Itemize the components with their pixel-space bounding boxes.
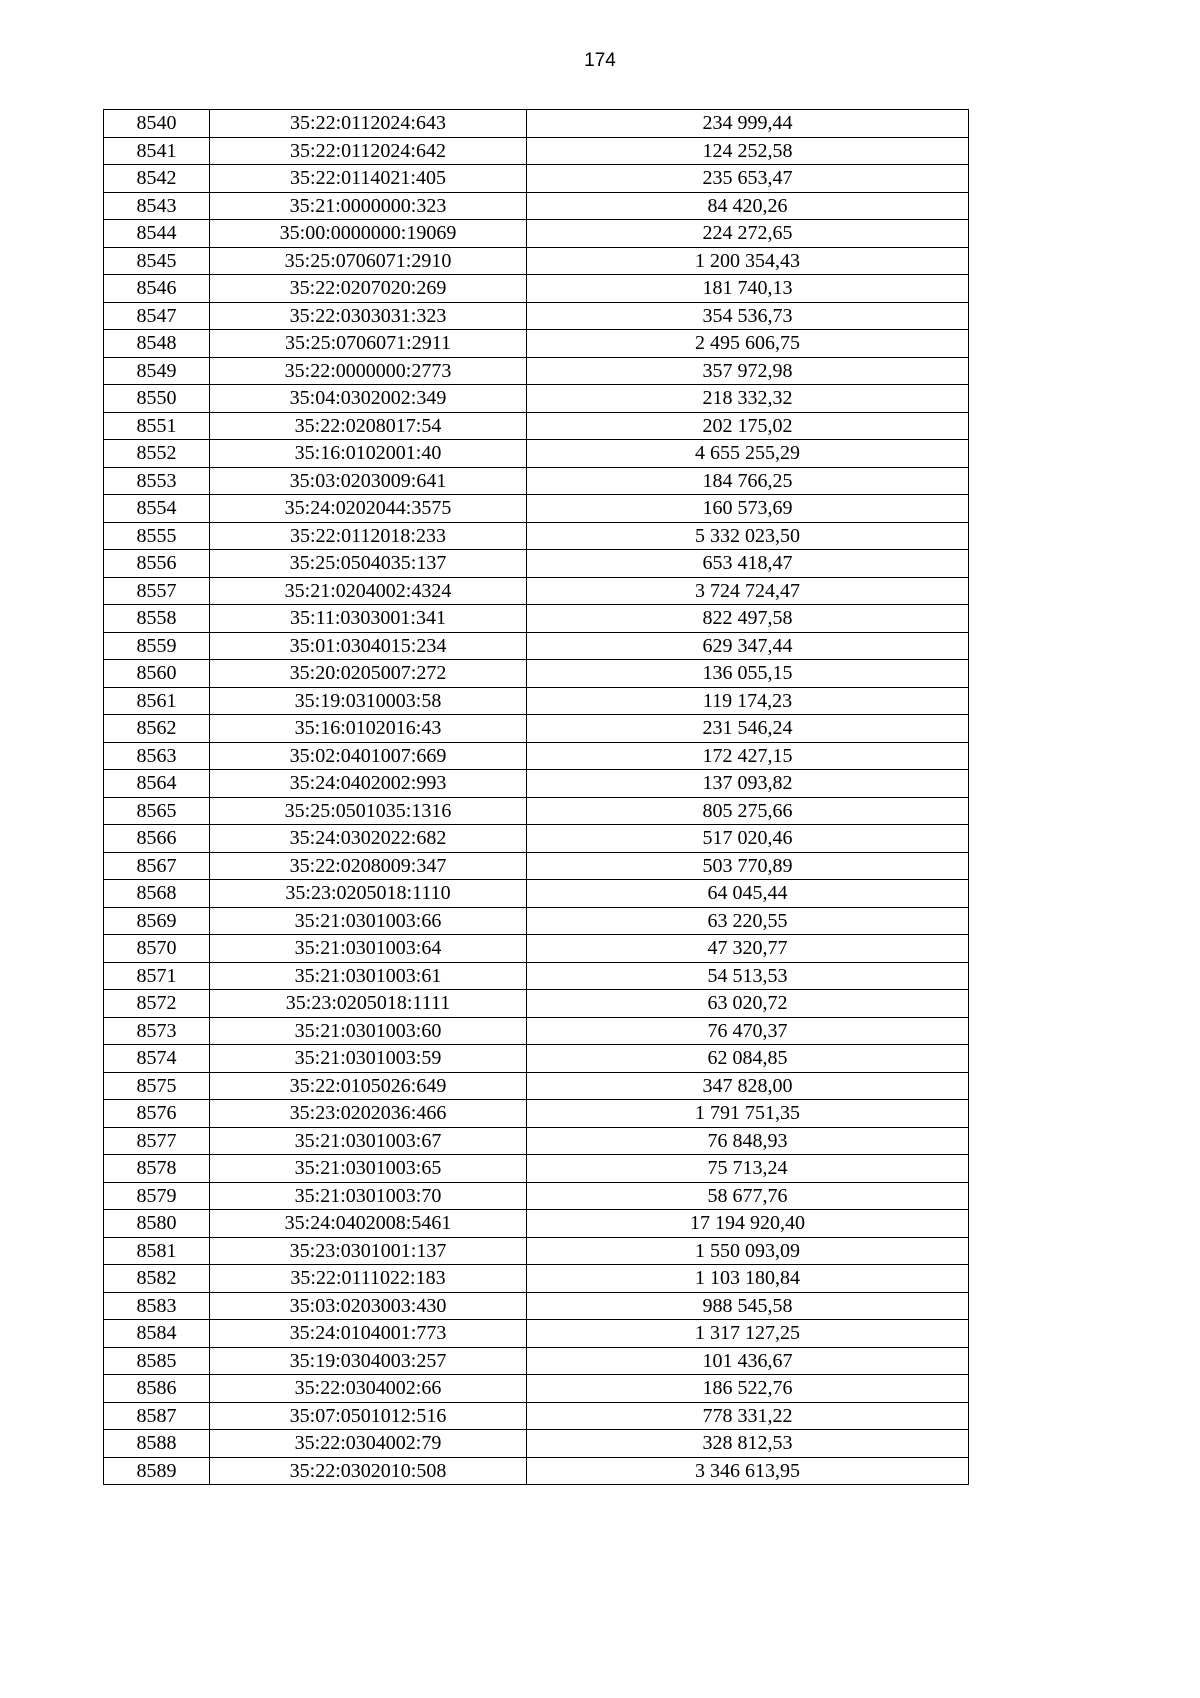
row-number-cell: 8555 bbox=[104, 522, 210, 550]
cadastral-number-cell: 35:24:0302022:682 bbox=[210, 825, 527, 853]
table-row bbox=[104, 632, 969, 660]
table-row bbox=[104, 1402, 969, 1430]
cadastral-number-cell: 35:00:0000000:19069 bbox=[210, 220, 527, 248]
table-row bbox=[104, 825, 969, 853]
cadastral-number-cell: 35:23:0205018:1110 bbox=[210, 880, 527, 908]
cadastral-number-cell: 35:24:0104001:773 bbox=[210, 1320, 527, 1348]
cadastral-value-cell: 101 436,67 bbox=[527, 1347, 969, 1375]
row-number-cell: 8589 bbox=[104, 1457, 210, 1485]
table-row bbox=[104, 1347, 969, 1375]
cadastral-number-cell: 35:22:0112024:643 bbox=[210, 110, 527, 138]
row-number-cell: 8568 bbox=[104, 880, 210, 908]
table-row bbox=[104, 687, 969, 715]
cadastral-number-cell: 35:21:0301003:66 bbox=[210, 907, 527, 935]
table-row bbox=[104, 1320, 969, 1348]
cadastral-value-cell: 2 495 606,75 bbox=[527, 330, 969, 358]
row-number-cell: 8554 bbox=[104, 495, 210, 523]
cadastral-number-cell: 35:22:0302010:508 bbox=[210, 1457, 527, 1485]
row-number-cell: 8540 bbox=[104, 110, 210, 138]
cadastral-value-cell: 63 220,55 bbox=[527, 907, 969, 935]
cadastral-value-cell: 63 020,72 bbox=[527, 990, 969, 1018]
cadastral-value-cell: 1 317 127,25 bbox=[527, 1320, 969, 1348]
table-row bbox=[104, 1237, 969, 1265]
cadastral-value-cell: 202 175,02 bbox=[527, 412, 969, 440]
cadastral-number-cell: 35:22:0112024:642 bbox=[210, 137, 527, 165]
cadastral-number-cell: 35:22:0111022:183 bbox=[210, 1265, 527, 1293]
cadastral-number-cell: 35:21:0000000:323 bbox=[210, 192, 527, 220]
table-row bbox=[104, 1265, 969, 1293]
cadastral-value-cell: 184 766,25 bbox=[527, 467, 969, 495]
cadastral-value-cell: 1 550 093,09 bbox=[527, 1237, 969, 1265]
table-row bbox=[104, 330, 969, 358]
cadastral-value-cell: 76 470,37 bbox=[527, 1017, 969, 1045]
table-row bbox=[104, 247, 969, 275]
cadastral-number-cell: 35:23:0202036:466 bbox=[210, 1100, 527, 1128]
row-number-cell: 8574 bbox=[104, 1045, 210, 1073]
cadastral-value-cell: 347 828,00 bbox=[527, 1072, 969, 1100]
cadastral-number-cell: 35:22:0112018:233 bbox=[210, 522, 527, 550]
row-number-cell: 8553 bbox=[104, 467, 210, 495]
cadastral-number-cell: 35:25:0706071:2910 bbox=[210, 247, 527, 275]
cadastral-number-cell: 35:23:0205018:1111 bbox=[210, 990, 527, 1018]
cadastral-number-cell: 35:24:0202044:3575 bbox=[210, 495, 527, 523]
table-row bbox=[104, 1182, 969, 1210]
cadastral-number-cell: 35:19:0310003:58 bbox=[210, 687, 527, 715]
cadastral-number-cell: 35:22:0304002:66 bbox=[210, 1375, 527, 1403]
cadastral-value-cell: 119 174,23 bbox=[527, 687, 969, 715]
cadastral-value-cell: 503 770,89 bbox=[527, 852, 969, 880]
table-row bbox=[104, 577, 969, 605]
row-number-cell: 8581 bbox=[104, 1237, 210, 1265]
row-number-cell: 8583 bbox=[104, 1292, 210, 1320]
row-number-cell: 8550 bbox=[104, 385, 210, 413]
page-number: 174 bbox=[584, 50, 616, 71]
row-number-cell: 8541 bbox=[104, 137, 210, 165]
cadastral-value-cell: 75 713,24 bbox=[527, 1155, 969, 1183]
cadastral-number-cell: 35:20:0205007:272 bbox=[210, 660, 527, 688]
row-number-cell: 8573 bbox=[104, 1017, 210, 1045]
table-row bbox=[104, 1210, 969, 1238]
row-number-cell: 8561 bbox=[104, 687, 210, 715]
cadastral-number-cell: 35:21:0301003:67 bbox=[210, 1127, 527, 1155]
row-number-cell: 8546 bbox=[104, 275, 210, 303]
row-number-cell: 8587 bbox=[104, 1402, 210, 1430]
table-row bbox=[104, 907, 969, 935]
cadastral-value-cell: 234 999,44 bbox=[527, 110, 969, 138]
cadastral-number-cell: 35:25:0706071:2911 bbox=[210, 330, 527, 358]
row-number-cell: 8566 bbox=[104, 825, 210, 853]
table-row bbox=[104, 1292, 969, 1320]
cadastral-number-cell: 35:23:0301001:137 bbox=[210, 1237, 527, 1265]
cadastral-value-cell: 5 332 023,50 bbox=[527, 522, 969, 550]
cadastral-value-cell: 1 103 180,84 bbox=[527, 1265, 969, 1293]
row-number-cell: 8580 bbox=[104, 1210, 210, 1238]
cadastral-value-cell: 224 272,65 bbox=[527, 220, 969, 248]
cadastral-number-cell: 35:07:0501012:516 bbox=[210, 1402, 527, 1430]
cadastral-value-cell: 84 420,26 bbox=[527, 192, 969, 220]
table-row bbox=[104, 1375, 969, 1403]
row-number-cell: 8575 bbox=[104, 1072, 210, 1100]
cadastral-number-cell: 35:16:0102001:40 bbox=[210, 440, 527, 468]
cadastral-value-cell: 231 546,24 bbox=[527, 715, 969, 743]
table-row bbox=[104, 412, 969, 440]
cadastral-value-cell: 4 655 255,29 bbox=[527, 440, 969, 468]
cadastral-number-cell: 35:21:0301003:61 bbox=[210, 962, 527, 990]
row-number-cell: 8579 bbox=[104, 1182, 210, 1210]
cadastral-value-cell: 354 536,73 bbox=[527, 302, 969, 330]
table-row bbox=[104, 1430, 969, 1458]
cadastral-number-cell: 35:22:0304002:79 bbox=[210, 1430, 527, 1458]
cadastral-number-cell: 35:22:0303031:323 bbox=[210, 302, 527, 330]
table-row bbox=[104, 742, 969, 770]
row-number-cell: 8584 bbox=[104, 1320, 210, 1348]
row-number-cell: 8560 bbox=[104, 660, 210, 688]
table-row bbox=[104, 1045, 969, 1073]
table-row bbox=[104, 935, 969, 963]
table-row bbox=[104, 990, 969, 1018]
cadastral-value-cell: 988 545,58 bbox=[527, 1292, 969, 1320]
table-row bbox=[104, 1072, 969, 1100]
cadastral-value-cell: 47 320,77 bbox=[527, 935, 969, 963]
cadastral-number-cell: 35:21:0301003:65 bbox=[210, 1155, 527, 1183]
row-number-cell: 8577 bbox=[104, 1127, 210, 1155]
table-row bbox=[104, 385, 969, 413]
cadastral-number-cell: 35:01:0304015:234 bbox=[210, 632, 527, 660]
table-row bbox=[104, 522, 969, 550]
row-number-cell: 8545 bbox=[104, 247, 210, 275]
cadastral-value-cell: 172 427,15 bbox=[527, 742, 969, 770]
table-row bbox=[104, 1155, 969, 1183]
cadastral-value-cell: 653 418,47 bbox=[527, 550, 969, 578]
table-row bbox=[104, 852, 969, 880]
row-number-cell: 8543 bbox=[104, 192, 210, 220]
table-row bbox=[104, 1457, 969, 1485]
table-row bbox=[104, 1017, 969, 1045]
table-body bbox=[104, 110, 969, 1485]
cadastral-value-cell: 181 740,13 bbox=[527, 275, 969, 303]
cadastral-number-cell: 35:21:0301003:64 bbox=[210, 935, 527, 963]
cadastral-value-cell: 58 677,76 bbox=[527, 1182, 969, 1210]
row-number-cell: 8552 bbox=[104, 440, 210, 468]
cadastral-value-cell: 3 724 724,47 bbox=[527, 577, 969, 605]
cadastral-value-cell: 778 331,22 bbox=[527, 1402, 969, 1430]
cadastral-value-cell: 17 194 920,40 bbox=[527, 1210, 969, 1238]
table-row bbox=[104, 275, 969, 303]
cadastral-value-cell: 124 252,58 bbox=[527, 137, 969, 165]
row-number-cell: 8559 bbox=[104, 632, 210, 660]
cadastral-value-cell: 1 200 354,43 bbox=[527, 247, 969, 275]
table-row bbox=[104, 137, 969, 165]
table-row bbox=[104, 880, 969, 908]
table-row bbox=[104, 302, 969, 330]
cadastral-value-cell: 64 045,44 bbox=[527, 880, 969, 908]
row-number-cell: 8565 bbox=[104, 797, 210, 825]
cadastral-number-cell: 35:04:0302002:349 bbox=[210, 385, 527, 413]
row-number-cell: 8562 bbox=[104, 715, 210, 743]
cadastral-value-cell: 160 573,69 bbox=[527, 495, 969, 523]
table-row bbox=[104, 192, 969, 220]
table-row bbox=[104, 1127, 969, 1155]
cadastral-number-cell: 35:25:0504035:137 bbox=[210, 550, 527, 578]
cadastral-value-cell: 136 055,15 bbox=[527, 660, 969, 688]
cadastral-value-cell: 235 653,47 bbox=[527, 165, 969, 193]
row-number-cell: 8542 bbox=[104, 165, 210, 193]
cadastral-number-cell: 35:03:0203003:430 bbox=[210, 1292, 527, 1320]
table-row bbox=[104, 605, 969, 633]
row-number-cell: 8571 bbox=[104, 962, 210, 990]
cadastral-number-cell: 35:22:0208009:347 bbox=[210, 852, 527, 880]
cadastral-value-cell: 54 513,53 bbox=[527, 962, 969, 990]
row-number-cell: 8586 bbox=[104, 1375, 210, 1403]
cadastral-value-cell: 218 332,32 bbox=[527, 385, 969, 413]
row-number-cell: 8549 bbox=[104, 357, 210, 385]
cadastral-number-cell: 35:03:0203009:641 bbox=[210, 467, 527, 495]
row-number-cell: 8551 bbox=[104, 412, 210, 440]
cadastral-value-cell: 62 084,85 bbox=[527, 1045, 969, 1073]
cadastral-value-table-container bbox=[103, 109, 968, 1485]
table-row bbox=[104, 770, 969, 798]
cadastral-number-cell: 35:22:0114021:405 bbox=[210, 165, 527, 193]
cadastral-value-cell: 137 093,82 bbox=[527, 770, 969, 798]
cadastral-value-cell: 822 497,58 bbox=[527, 605, 969, 633]
row-number-cell: 8557 bbox=[104, 577, 210, 605]
table-row bbox=[104, 357, 969, 385]
table-row bbox=[104, 660, 969, 688]
cadastral-number-cell: 35:24:0402002:993 bbox=[210, 770, 527, 798]
row-number-cell: 8567 bbox=[104, 852, 210, 880]
cadastral-number-cell: 35:02:0401007:669 bbox=[210, 742, 527, 770]
cadastral-value-cell: 517 020,46 bbox=[527, 825, 969, 853]
row-number-cell: 8578 bbox=[104, 1155, 210, 1183]
table-row bbox=[104, 1100, 969, 1128]
cadastral-number-cell: 35:22:0208017:54 bbox=[210, 412, 527, 440]
row-number-cell: 8569 bbox=[104, 907, 210, 935]
cadastral-value-cell: 76 848,93 bbox=[527, 1127, 969, 1155]
row-number-cell: 8556 bbox=[104, 550, 210, 578]
table-row bbox=[104, 165, 969, 193]
table-row bbox=[104, 467, 969, 495]
table-row bbox=[104, 110, 969, 138]
table-row bbox=[104, 715, 969, 743]
cadastral-number-cell: 35:21:0301003:59 bbox=[210, 1045, 527, 1073]
cadastral-number-cell: 35:25:0501035:1316 bbox=[210, 797, 527, 825]
cadastral-value-cell: 805 275,66 bbox=[527, 797, 969, 825]
row-number-cell: 8585 bbox=[104, 1347, 210, 1375]
cadastral-number-cell: 35:21:0301003:70 bbox=[210, 1182, 527, 1210]
row-number-cell: 8564 bbox=[104, 770, 210, 798]
row-number-cell: 8558 bbox=[104, 605, 210, 633]
cadastral-number-cell: 35:21:0204002:4324 bbox=[210, 577, 527, 605]
cadastral-number-cell: 35:19:0304003:257 bbox=[210, 1347, 527, 1375]
cadastral-number-cell: 35:22:0000000:2773 bbox=[210, 357, 527, 385]
cadastral-number-cell: 35:22:0207020:269 bbox=[210, 275, 527, 303]
row-number-cell: 8544 bbox=[104, 220, 210, 248]
table-row bbox=[104, 495, 969, 523]
cadastral-value-cell: 328 812,53 bbox=[527, 1430, 969, 1458]
cadastral-value-cell: 629 347,44 bbox=[527, 632, 969, 660]
row-number-cell: 8582 bbox=[104, 1265, 210, 1293]
cadastral-number-cell: 35:24:0402008:5461 bbox=[210, 1210, 527, 1238]
row-number-cell: 8570 bbox=[104, 935, 210, 963]
cadastral-value-cell: 1 791 751,35 bbox=[527, 1100, 969, 1128]
row-number-cell: 8563 bbox=[104, 742, 210, 770]
cadastral-value-cell: 186 522,76 bbox=[527, 1375, 969, 1403]
row-number-cell: 8547 bbox=[104, 302, 210, 330]
table-row bbox=[104, 220, 969, 248]
table-row bbox=[104, 440, 969, 468]
row-number-cell: 8548 bbox=[104, 330, 210, 358]
cadastral-number-cell: 35:11:0303001:341 bbox=[210, 605, 527, 633]
cadastral-value-cell: 357 972,98 bbox=[527, 357, 969, 385]
row-number-cell: 8572 bbox=[104, 990, 210, 1018]
cadastral-number-cell: 35:22:0105026:649 bbox=[210, 1072, 527, 1100]
cadastral-number-cell: 35:16:0102016:43 bbox=[210, 715, 527, 743]
row-number-cell: 8588 bbox=[104, 1430, 210, 1458]
table-row bbox=[104, 550, 969, 578]
cadastral-value-table bbox=[103, 109, 969, 1485]
cadastral-value-cell: 3 346 613,95 bbox=[527, 1457, 969, 1485]
table-row bbox=[104, 797, 969, 825]
cadastral-number-cell: 35:21:0301003:60 bbox=[210, 1017, 527, 1045]
row-number-cell: 8576 bbox=[104, 1100, 210, 1128]
table-row bbox=[104, 962, 969, 990]
